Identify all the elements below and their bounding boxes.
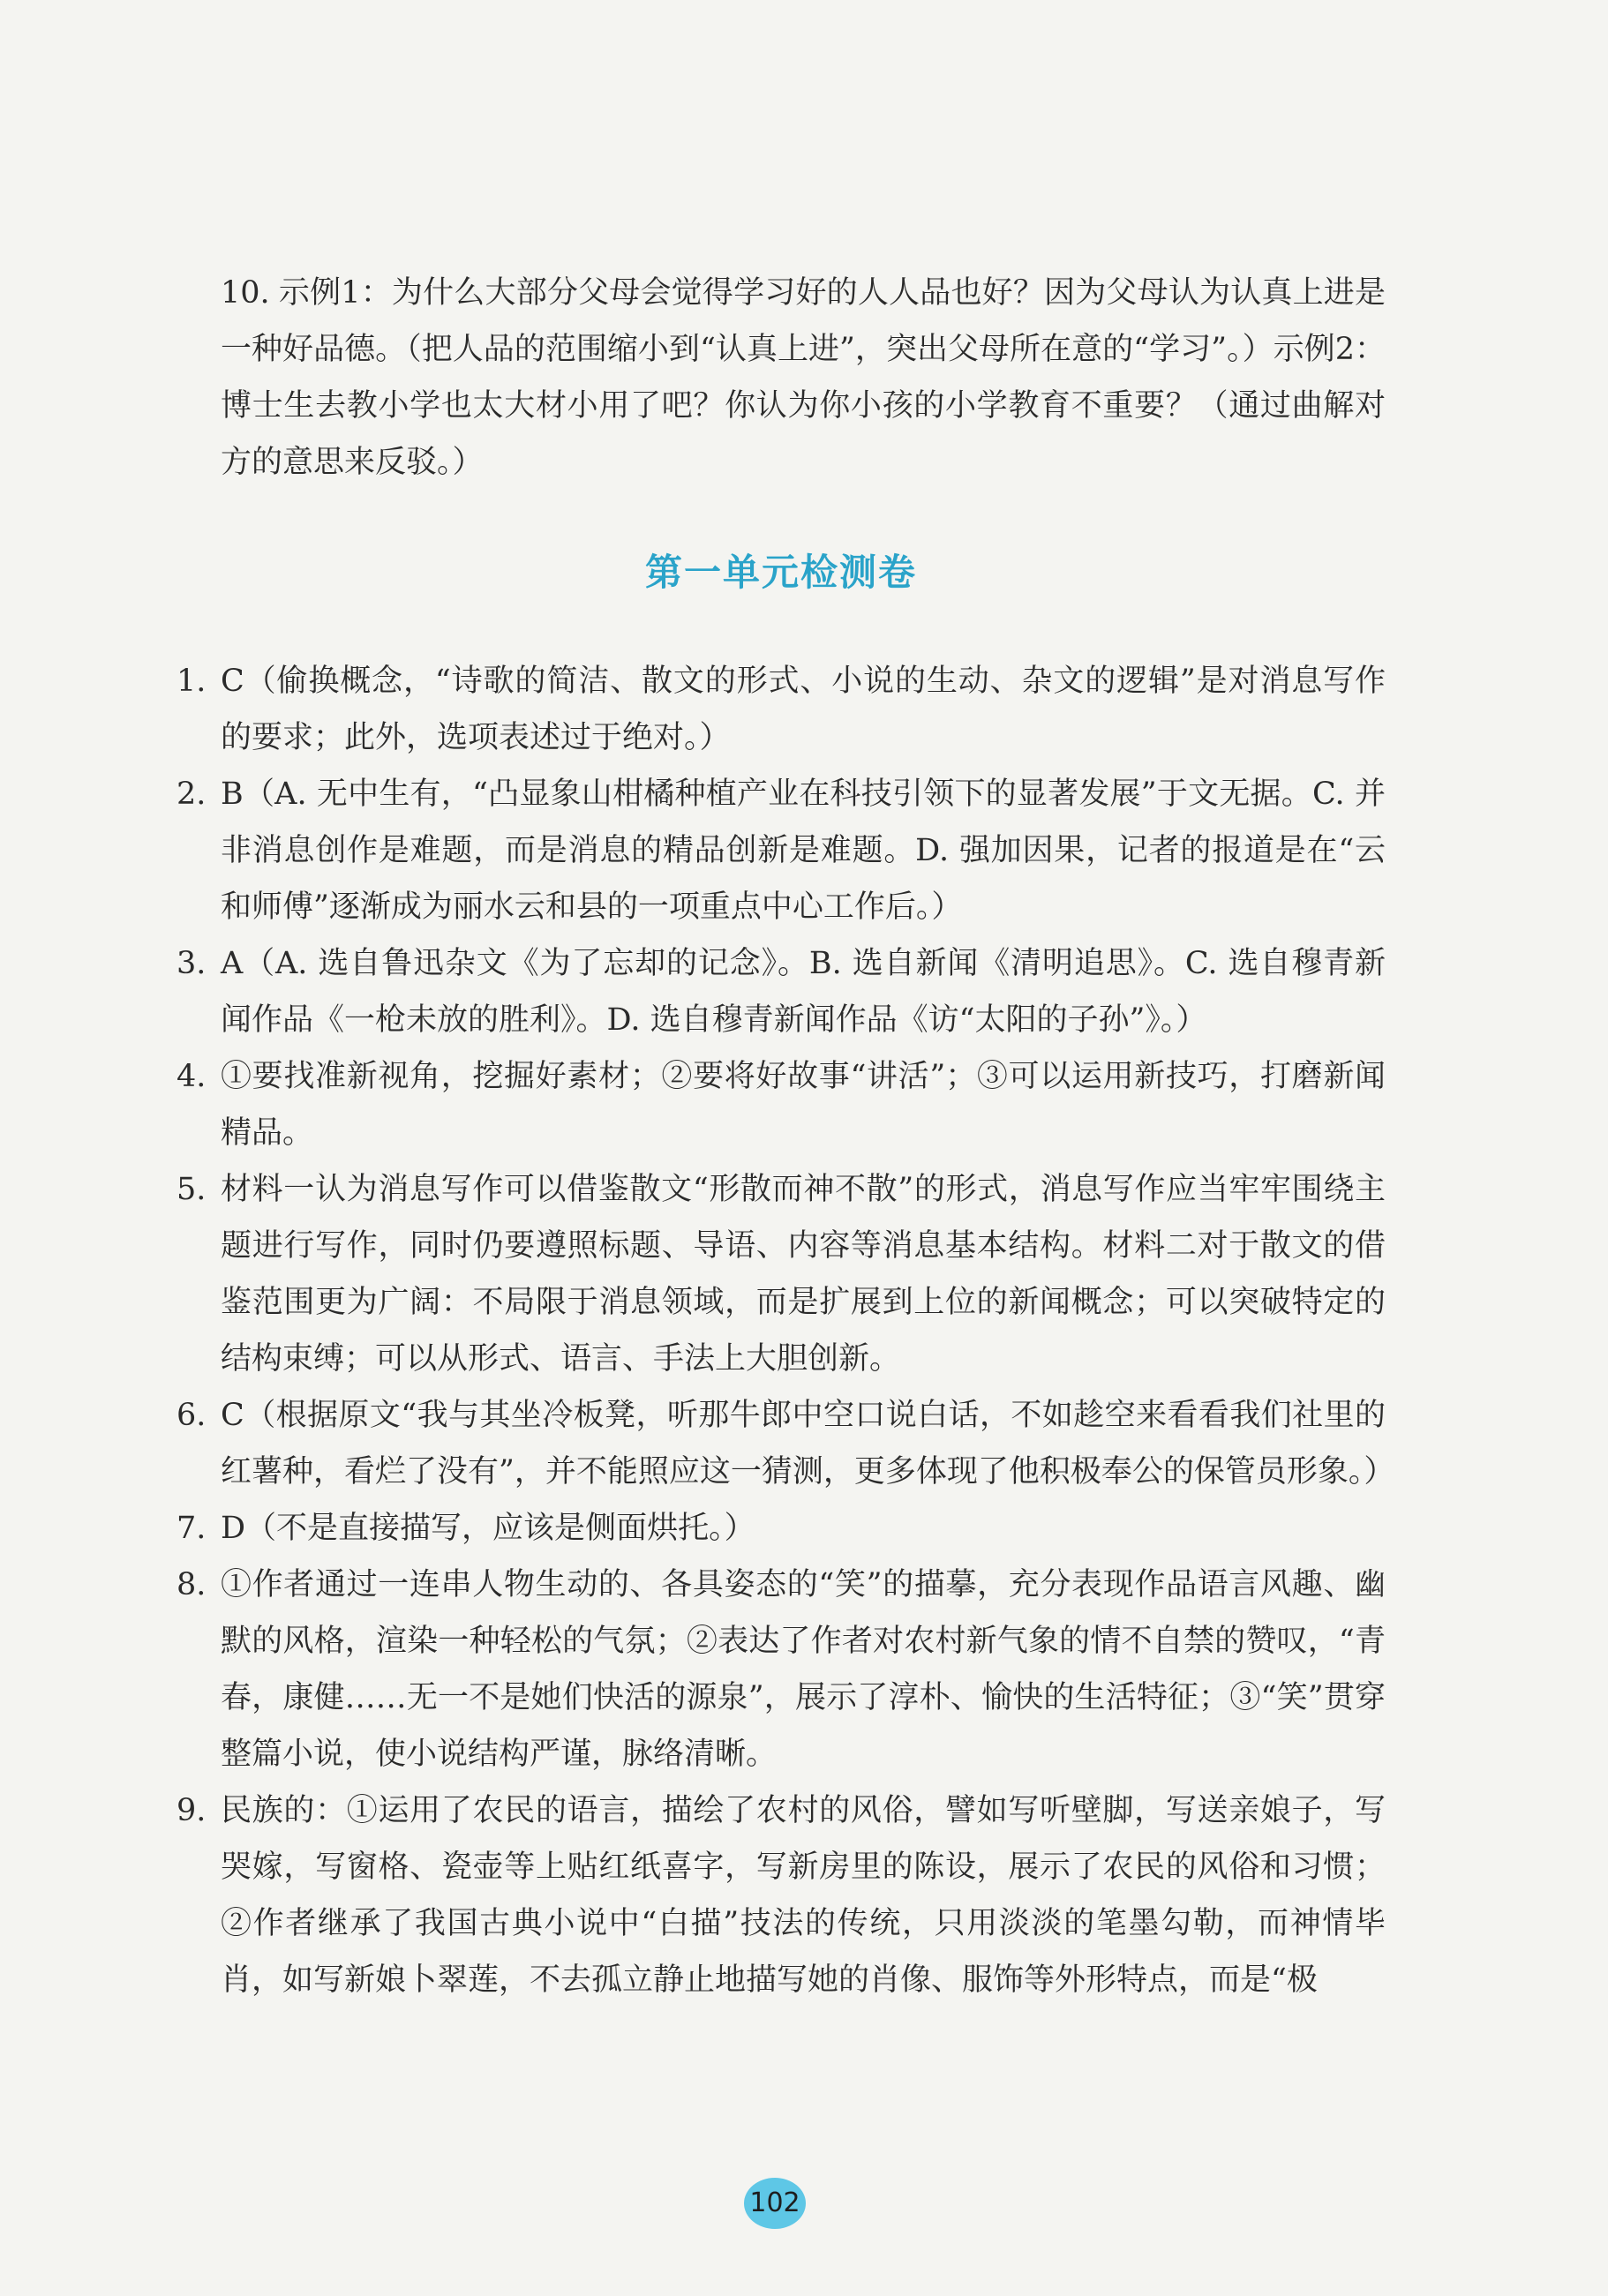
answer-number: 4.	[177, 1059, 207, 1094]
answer-number: 9.	[177, 1793, 207, 1828]
answer-item-4	[177, 1048, 1386, 1161]
answer-text: D（不是直接描写，应该是侧面烘托。）	[221, 1511, 755, 1546]
answer-text: ①作者通过一连串人物生动的、各具姿态的“笑”的描摹，充分表现作品语言风趣、幽默的风格，渲染一种轻松的气氛；②表达了作者对农村新气象的情不自禁的赞叹，“青春，康健……无一不是她们快活的源泉”，展示了淳朴、愉快的生活特征；③“笑”贯穿整篇小说，使小说结构严谨，脉络清晰。	[221, 1567, 1386, 1772]
answer-text: B（A. 无中生有，“凸显象山柑橘种植产业在科技引领下的显著发展”于文无据。C. 并非消息创作是难题，而是消息的精品创新是难题。D. 强加因果，记者的报道是在“云和师傅”逐渐成为丽水云和县的一项重点中心工作后。）	[221, 777, 1386, 925]
answer-item-10	[177, 265, 1386, 491]
answer-number: 8.	[177, 1567, 207, 1602]
answer-number: 6.	[177, 1398, 207, 1433]
answer-text: 材料一认为消息写作可以借鉴散文“形散而神不散”的形式，消息写作应当牢牢围绕主题进行写作，同时仍要遵照标题、导语、内容等消息基本结构。材料二对于散文的借鉴范围更为广阔：不局限于消息领域，而是扩展到上位的新闻概念；可以突破特定的结构束缚；可以从形式、语言、手法上大胆创新。	[221, 1172, 1386, 1377]
answer-text: A（A. 选自鲁迅杂文《为了忘却的记念》。B. 选自新闻《清明追思》。C. 选自穆青新闻作品《一枪未放的胜利》。D. 选自穆青新闻作品《访“太阳的子孙”》。）	[221, 946, 1386, 1038]
section-title: 第一单元检测卷	[644, 551, 917, 594]
answer-number: 7.	[177, 1511, 207, 1546]
answer-text: ①要找准新视角，挖掘好素材；②要将好故事“讲活”；③可以运用新技巧，打磨新闻精品。	[221, 1059, 1386, 1151]
answer-text: 民族的：①运用了农民的语言，描绘了农村的风俗，譬如写听壁脚，写送亲娘子，写哭嫁，写窗格、瓷壶等上贴红纸喜字，写新房里的陈设，展示了农民的风俗和习惯；②作者继承了我国古典小说中“白描”技法的传统，只用淡淡的笔墨勾勒，而神情毕肖，如写新娘卜翠莲，不去孤立静止地描写她的肖像、服饰等外形特点，而是“极	[221, 1793, 1386, 1998]
answer-item-3	[177, 935, 1386, 1048]
answer-item-5	[177, 1161, 1386, 1387]
answer-number: 3.	[177, 946, 207, 981]
answer-item-7	[177, 1500, 1386, 1557]
answer-item-6	[177, 1387, 1395, 1500]
answer-number: 10.	[221, 275, 270, 311]
answer-item-8	[177, 1557, 1386, 1782]
answer-text: C（根据原文“我与其坐冷板凳，听那牛郎中空口说白话，不如趁空来看看我们社里的红薯种，看烂了没有”，并不能照应这一猜测，更多体现了他积极奉公的保管员形象。）	[221, 1398, 1395, 1489]
answer-text: C（偷换概念，“诗歌的简洁、散文的形式、小说的生动、杂文的逻辑”是对消息写作的要求；此外，选项表述过于绝对。）	[221, 664, 1386, 755]
answer-text: 示例1：为什么大部分父母会觉得学习好的人人品也好？因为父母认为认真上进是一种好品德。（把人品的范围缩小到“认真上进”，突出父母所在意的“学习”。）示例2：博士生去教小学也太大材小用了吧？你认为你小孩的小学教育不重要？（通过曲解对方的意思来反驳。）	[221, 275, 1386, 480]
answer-number: 2.	[177, 777, 207, 812]
answer-number: 5.	[177, 1172, 207, 1207]
page-number-badge: 102	[744, 2178, 806, 2229]
answer-item-1	[177, 653, 1386, 766]
answer-content	[177, 265, 1395, 2008]
answer-item-2	[177, 766, 1386, 935]
answer-number: 1.	[177, 664, 207, 699]
answer-item-9	[177, 1782, 1386, 2008]
